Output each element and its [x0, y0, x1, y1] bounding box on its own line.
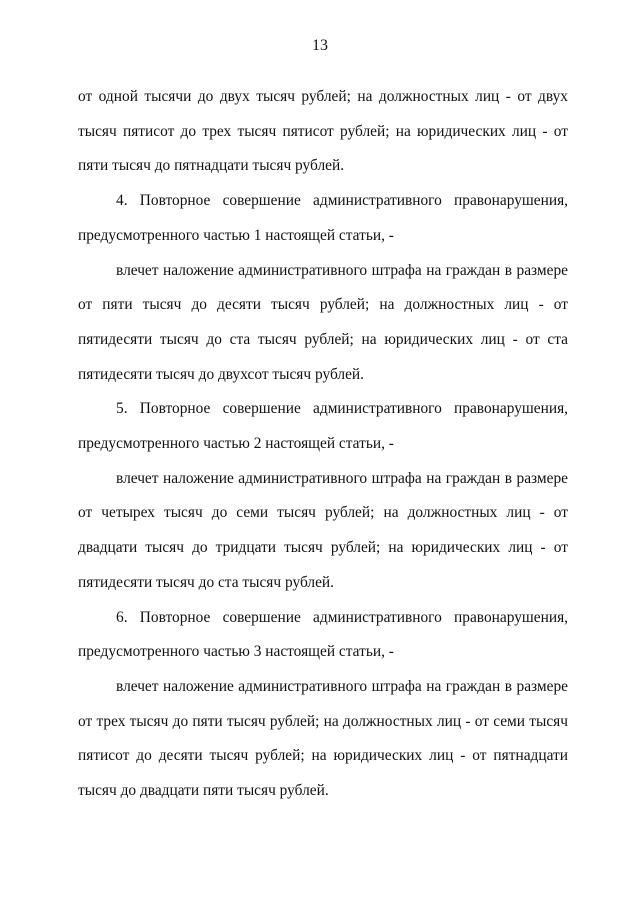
document-body — [78, 80, 568, 809]
paragraph-item-4: 4. Повторное совершение административного правонарушения, предусмотренного частью 1 настоящей статьи, - — [78, 192, 568, 244]
paragraph-item-4-penalty: влечет наложение административного штрафа на граждан в размере от пяти тысяч до десяти тысяч рублей; на должностных лиц - от пятидесяти тысяч до ста тысяч рублей; на юридических лиц - от ста пятидесяти тысяч до двухсот тысяч рублей. — [78, 261, 568, 383]
paragraph-item-6: 6. Повторное совершение административного правонарушения, предусмотренного частью 3 настоящей статьи, - — [78, 608, 568, 661]
paragraph-item-5-penalty: влечет наложение административного штрафа на граждан в размере от четырех тысяч до семи тысяч рублей; на должностных лиц - от двадцати тысяч до тридцати тысяч рублей; на юридических лиц - от пятидесяти тысяч до ста тысяч рублей. — [78, 469, 568, 591]
paragraph-continuation-fines: от одной тысячи до двух тысяч рублей; на должностных лиц - от двух тысяч пятисот до трех тысяч пятисот рублей; на юридических лиц - от пяти тысяч до пятнадцати тысяч рублей. — [78, 88, 568, 175]
page-number: 13 — [312, 37, 328, 54]
paragraph-item-5: 5. Повторное совершение административного правонарушения, предусмотренного частью 2 настоящей статьи, - — [78, 400, 568, 453]
paragraph-item-6-penalty: влечет наложение административного штрафа на граждан в размере от трех тысяч до пяти тысяч рублей; на должностных лиц - от семи тысяч пятисот до десяти тысяч рублей; на юридических лиц - от пятнадцати тысяч до двадцати пяти тысяч рублей. — [78, 677, 568, 800]
